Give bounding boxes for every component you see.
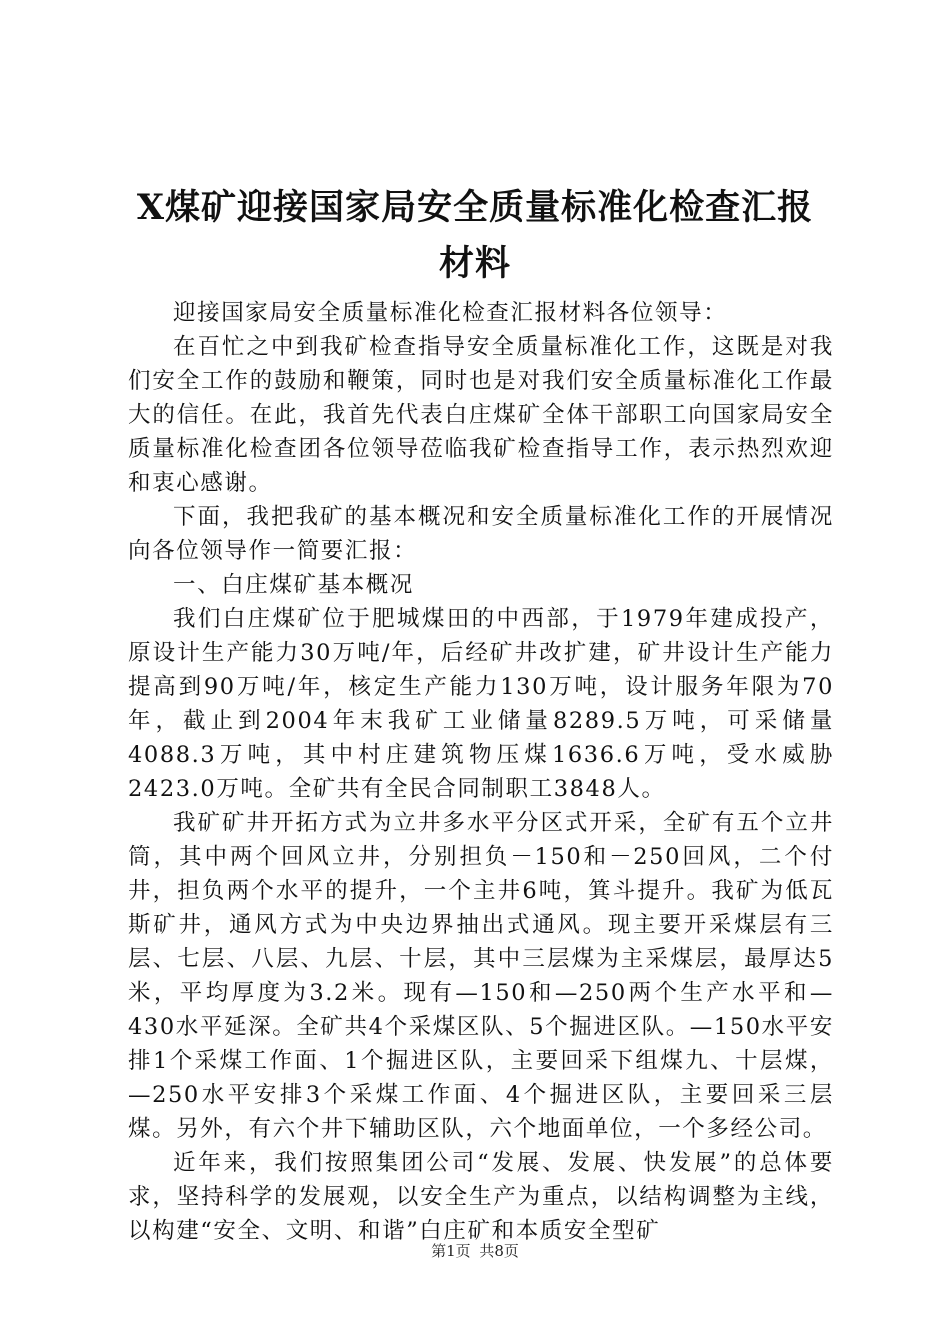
document-title: X煤矿迎接国家局安全质量标准化检查汇报材料	[136, 187, 814, 284]
page-number: 第1页	[431, 1242, 471, 1260]
section-heading-overview: 一、白庄煤矿基本概况	[173, 572, 415, 598]
paragraph-recent-years: 近年来，我们按照集团公司“发展、发展、快发展”的总体要求，坚持科学的发展观，以安全生产为重点，以结构调整为主线，以构建“安全、文明、和谐”白庄矿和本质安全型矿	[128, 1150, 834, 1244]
paragraph-mining-method: 我矿矿井开拓方式为立井多水平分区式开采，全矿有五个立井筒，其中两个回风立井，分别担负－150和－250回风，二个付井，担负两个水平的提升，一个主井6吨，箕斗提升。我矿为低瓦斯矿井，通风方式为中央边界抽出式通风。现主要开采煤层有三层、七层、八层、九层、十层，其中三层煤为主采煤层，最厚达5米，平均厚度为3.2米。现有—150和—250两个生产水平和—430水平延深。全矿共4个采煤区队、5个掘进区队。—150水平安排1个采煤工作面、1个掘进区队，主要回采下组煤九、十层煤，—250水平安排3个采煤工作面、4个掘进区队，主要回采三层煤。另外，有六个井下辅助区队，六个地面单位，一个多经公司。	[128, 810, 834, 1142]
paragraph-location: 我们白庄煤矿位于肥城煤田的中西部，于1979年建成投产，原设计生产能力30万吨/年，后经矿井改扩建，矿井设计生产能力提高到90万吨/年，核定生产能力130万吨，设计服务年限为70年，截止到2004年末我矿工业储量8289.5万吨，可采储量4088.3万吨，其中村庄建筑物压煤1636.6万吨，受水威胁2423.0万吨。全矿共有全民合同制职工3848人。	[128, 606, 834, 802]
document-body	[128, 296, 834, 1248]
paragraph-greeting: 迎接国家局安全质量标准化检查汇报材料各位领导：	[173, 300, 728, 326]
paragraph-welcome: 在百忙之中到我矿检查指导安全质量标准化工作，这既是对我们安全工作的鼓励和鞭策，同时也是对我们安全质量标准化工作最大的信任。在此，我首先代表白庄煤矿全体干部职工向国家局安全质量标准化检查团各位领导莅临我矿检查指导工作，表示热烈欢迎和衷心感谢。	[128, 334, 834, 496]
page-footer	[0, 1241, 950, 1261]
page-total: 共8页	[479, 1242, 519, 1260]
paragraph-intro: 下面，我把我矿的基本概况和安全质量标准化工作的开展情况向各位领导作一简要汇报：	[128, 504, 834, 564]
